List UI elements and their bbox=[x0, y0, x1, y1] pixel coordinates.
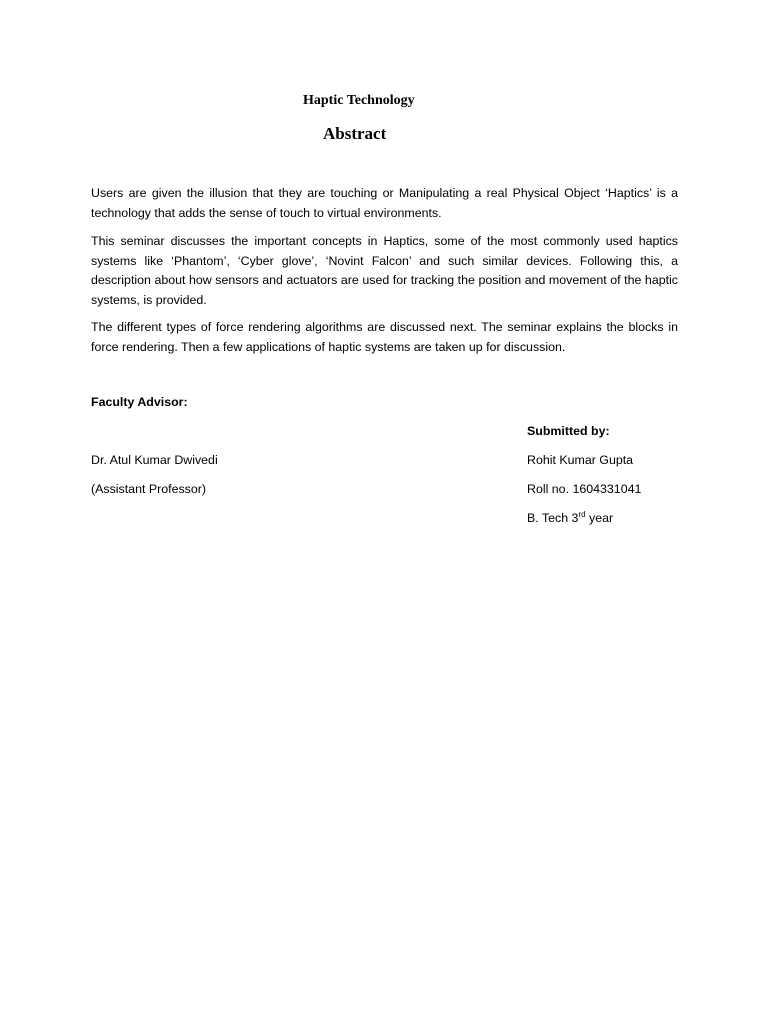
abstract-paragraph: The different types of force rendering algorithms are discussed next. The seminar explains the blocks in force rendering. Then a few applications of haptic systems are taken up for discussion. bbox=[91, 320, 678, 354]
course-suffix: year bbox=[585, 511, 614, 525]
course-ordinal-suffix: rd bbox=[578, 510, 586, 519]
abstract-paragraph: Users are given the illusion that they are touching or Manipulating a real Physical Object ‘Haptics’ is a technology that adds the sense of touch to virtual environments. bbox=[91, 186, 678, 220]
roll-number: Roll no. 1604331041 bbox=[527, 482, 642, 496]
submitted-by-label: Submitted by: bbox=[527, 424, 610, 438]
course-year bbox=[527, 511, 613, 525]
course-prefix: B. Tech 3 bbox=[527, 511, 579, 525]
abstract-paragraph: This seminar discusses the important concepts in Haptics, some of the most commonly used haptics systems like ‘Phantom’, ‘Cyber glove’, ‘Novint Falcon’ and such similar devices. Following this, a description about how sensors and actuators are used for tracking the position and movement of the haptic systems, is provided. bbox=[91, 234, 678, 307]
document-title: Haptic Technology bbox=[303, 93, 415, 108]
faculty-advisor-label: Faculty Advisor: bbox=[91, 395, 188, 409]
student-name: Rohit Kumar Gupta bbox=[527, 453, 634, 467]
abstract-heading: Abstract bbox=[323, 124, 387, 143]
advisor-name: Dr. Atul Kumar Dwivedi bbox=[91, 453, 218, 467]
advisor-designation: (Assistant Professor) bbox=[91, 482, 206, 496]
